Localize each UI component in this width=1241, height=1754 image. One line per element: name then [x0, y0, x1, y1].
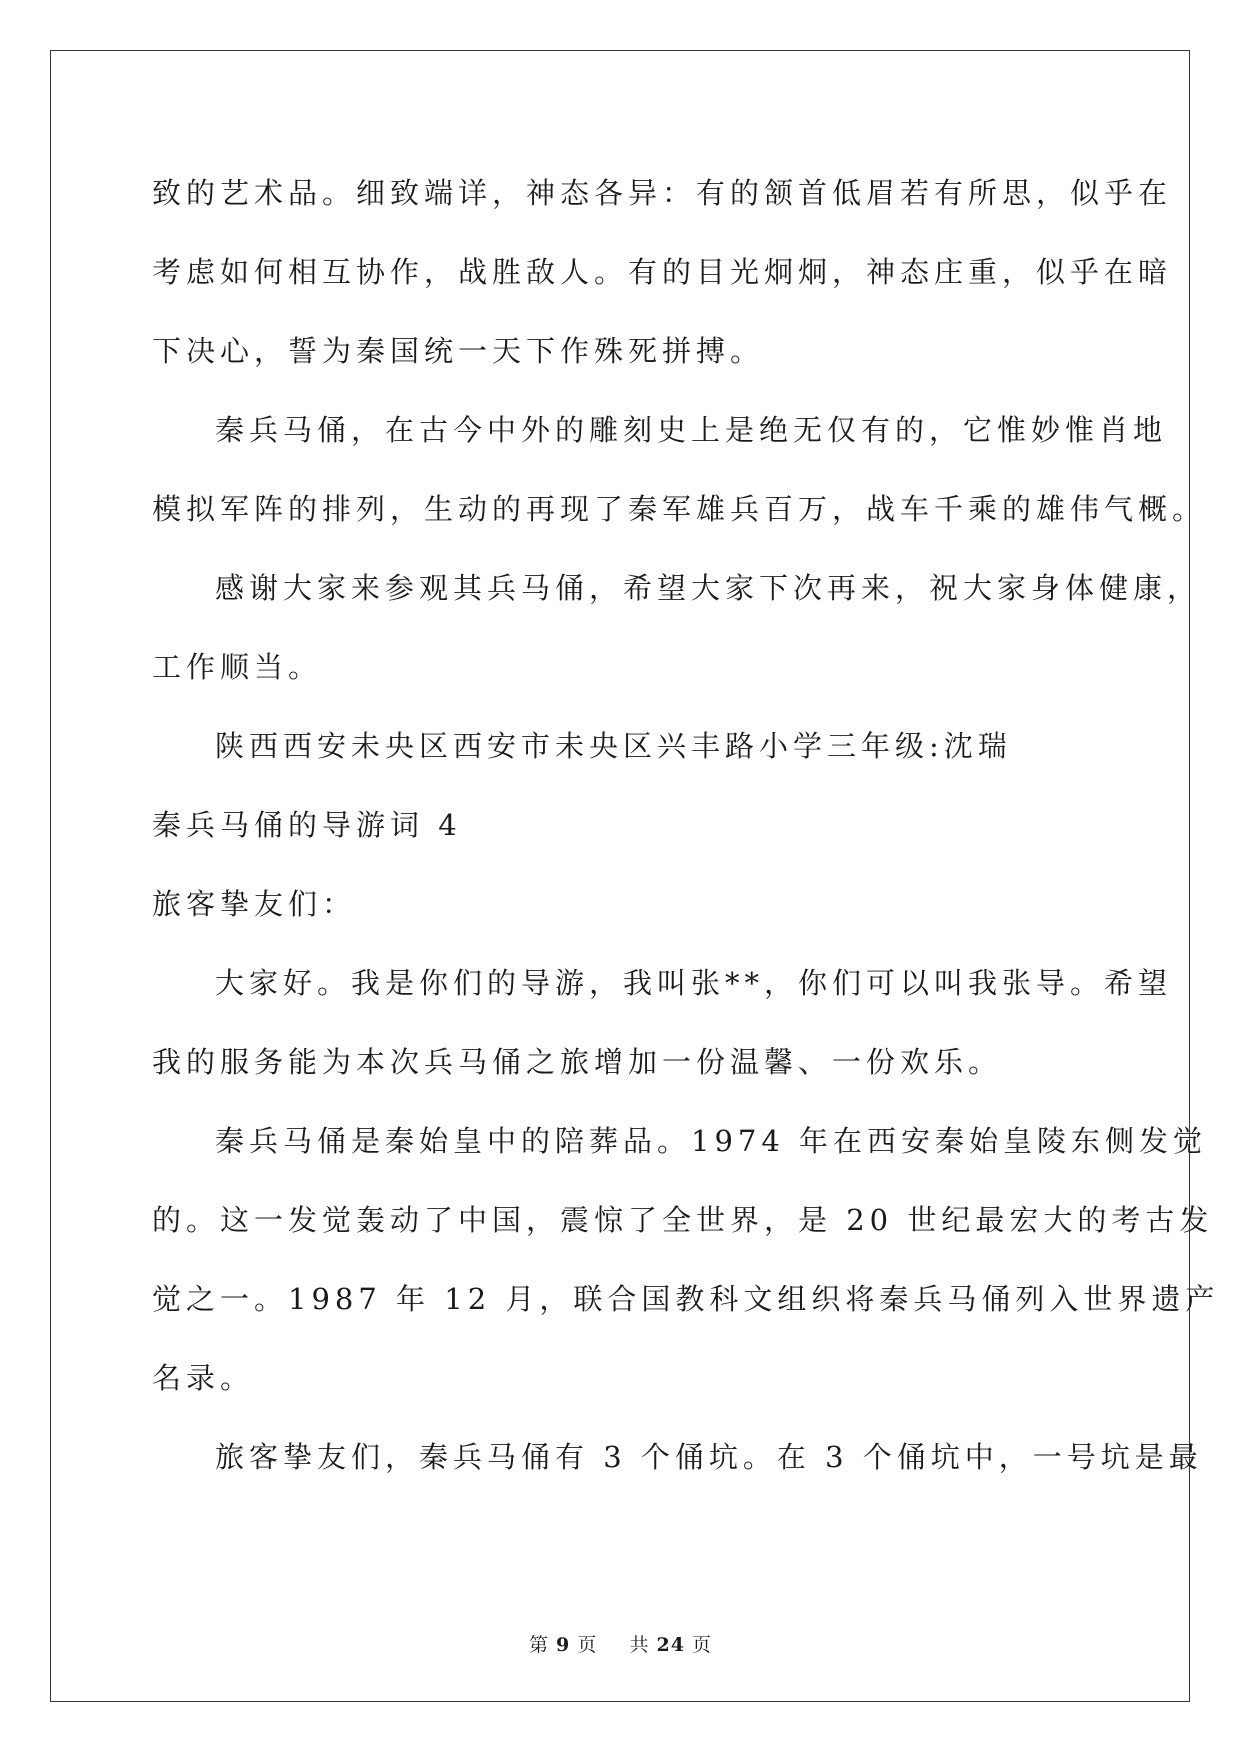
text-line: 考虑如何相互协作，战胜敌人。有的目光炯炯，神态庄重，似乎在暗	[152, 255, 1173, 289]
text-line: 下决心，誓为秦国统一天下作殊死拼搏。	[152, 334, 765, 368]
salutation: 旅客挚友们：	[152, 887, 357, 921]
text-line: 名录。	[152, 1361, 255, 1395]
text-line: 的。这一发觉轰动了中国，震惊了全世界，是 20 世纪最宏大的考古发	[152, 1203, 1214, 1237]
paragraph-start: 秦兵马俑，在古今中外的雕刻史上是绝无仅有的，它惟妙惟肖地	[215, 413, 1168, 447]
section-title: 秦兵马俑的导游词 4	[152, 808, 462, 842]
paragraph-start: 大家好。我是你们的导游，我叫张**，你们可以叫我张导。希望	[215, 966, 1173, 1000]
page-number: 9	[556, 1634, 571, 1656]
paragraph-start: 感谢大家来参观其兵马俑，希望大家下次再来，祝大家身体健康，	[215, 571, 1202, 605]
page-suffix: 页	[577, 1634, 598, 1656]
text-line: 工作顺当。	[152, 650, 323, 684]
total-prefix: 共	[629, 1634, 650, 1656]
text-line: 觉之一。1987 年 12 月，联合国教科文组织将秦兵马俑列入世界遗产	[152, 1282, 1220, 1316]
paragraph-start: 旅客挚友们，秦兵马俑有 3 个俑坑。在 3 个俑坑中，一号坑是最	[215, 1440, 1203, 1474]
author-line: 陕西西安未央区西安市未央区兴丰路小学三年级:沈瑞	[215, 729, 1012, 763]
text-line: 致的艺术品。细致端详，神态各异：有的颔首低眉若有所思，似乎在	[152, 176, 1173, 210]
page-prefix: 第	[528, 1634, 549, 1656]
total-pages: 24	[656, 1634, 685, 1656]
total-suffix: 页	[692, 1634, 713, 1656]
text-line: 我的服务能为本次兵马俑之旅增加一份温馨、一份欢乐。	[152, 1045, 1003, 1079]
page-footer	[0, 1630, 1241, 1657]
paragraph-start: 秦兵马俑是秦始皇中的陪葬品。1974 年在西安秦始皇陵东侧发觉	[215, 1124, 1208, 1158]
text-line: 模拟军阵的排列，生动的再现了秦军雄兵百万，战车千乘的雄伟气概。	[152, 492, 1207, 526]
